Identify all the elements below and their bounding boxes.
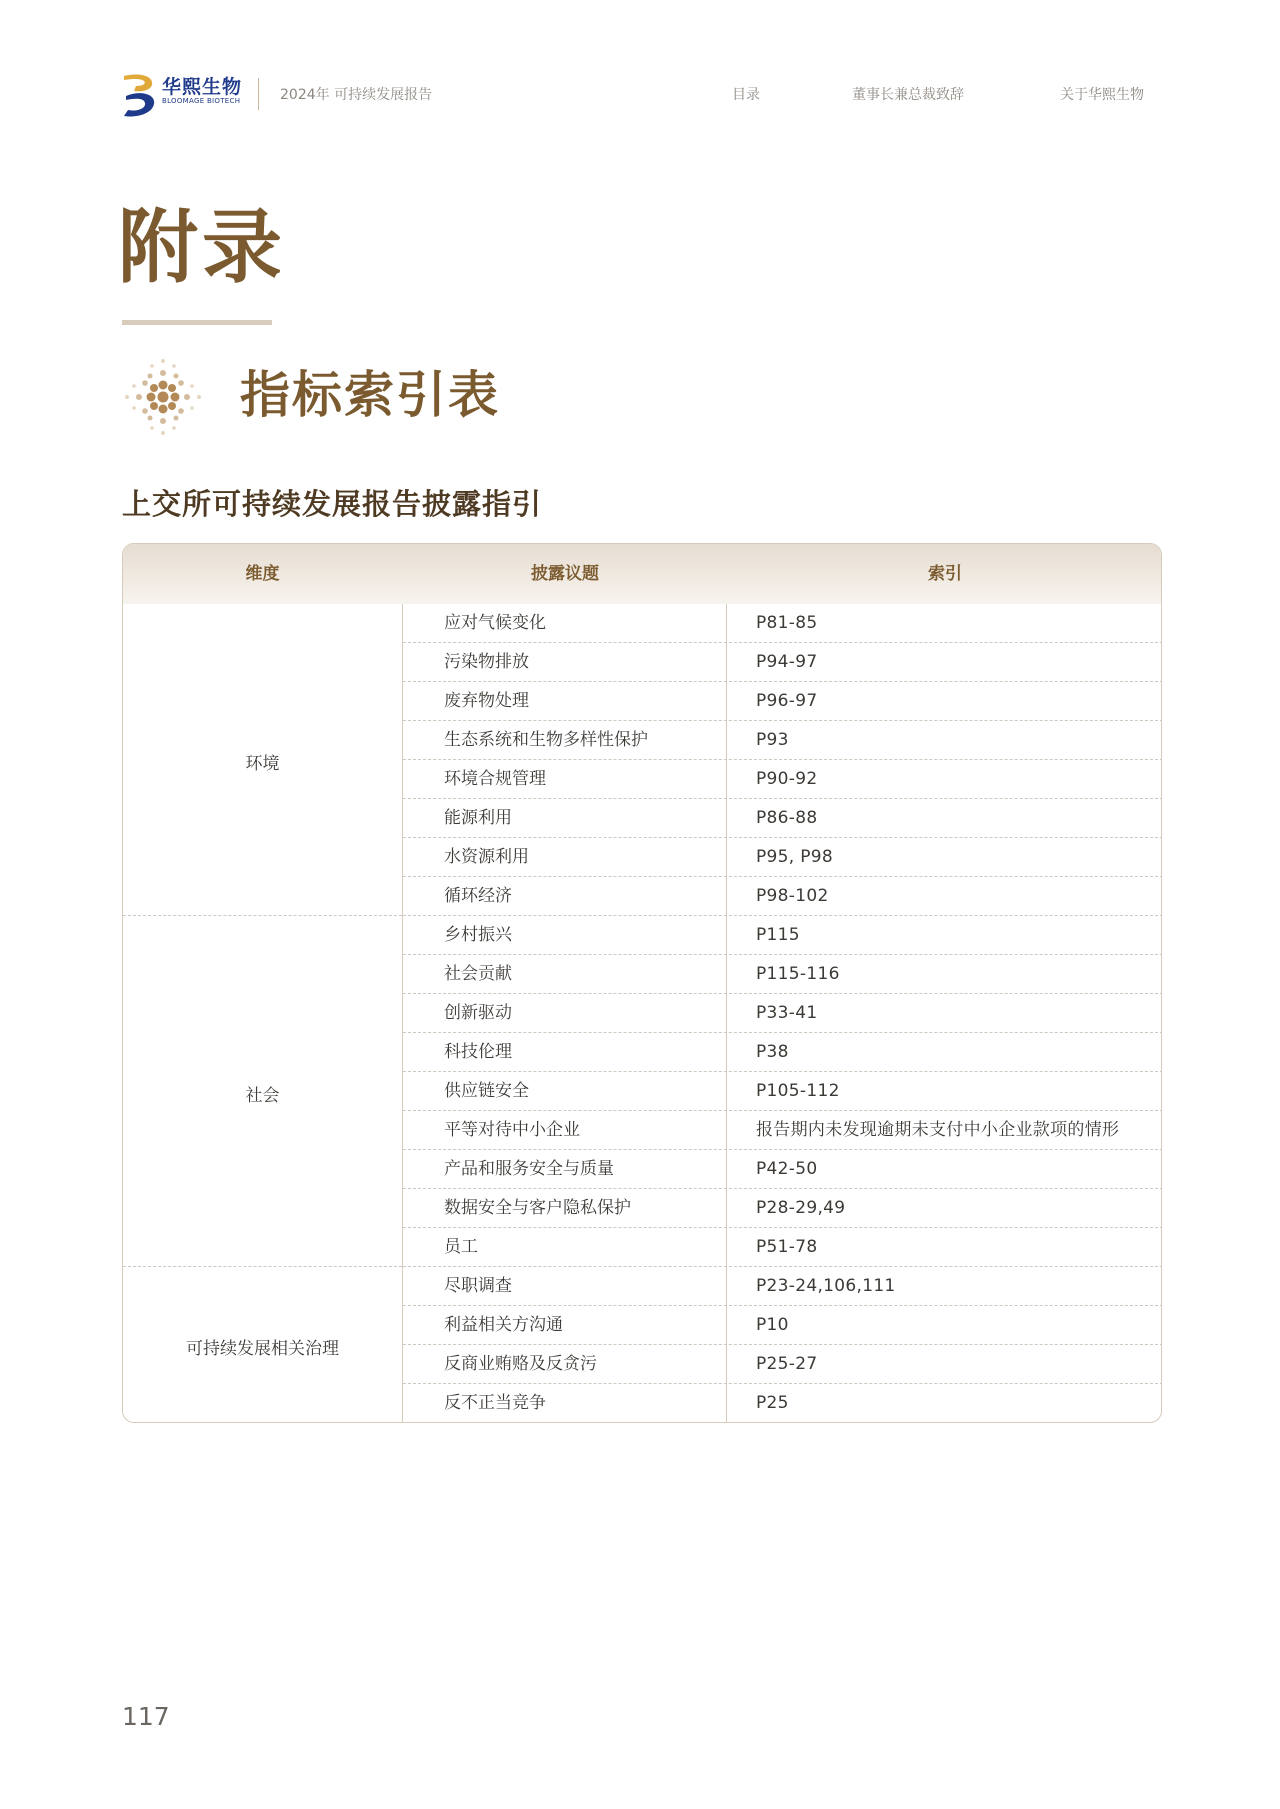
index-cell: P51-78	[756, 1237, 818, 1257]
table-row	[403, 604, 1162, 643]
topic-cell: 平等对待中小企业	[444, 1120, 580, 1140]
nav-contents[interactable]: 目录	[732, 87, 760, 103]
topic-cell: 产品和服务安全与质量	[444, 1159, 614, 1179]
index-cell: P115	[756, 925, 800, 945]
index-cell: P95, P98	[756, 847, 833, 867]
index-cell: P94-97	[756, 652, 818, 672]
dot-pattern-icon	[122, 356, 204, 438]
index-cell: P25	[756, 1393, 789, 1413]
index-cell: P96-97	[756, 691, 818, 711]
page-header	[0, 0, 1280, 140]
table-row	[403, 955, 1162, 994]
dimension-cell: 环境	[245, 754, 280, 774]
index-cell: P28-29,49	[756, 1198, 846, 1218]
topic-cell: 环境合规管理	[444, 769, 546, 789]
topic-cell: 创新驱动	[444, 1003, 512, 1023]
topic-cell: 循环经济	[444, 886, 512, 906]
topic-cell: 污染物排放	[444, 652, 529, 672]
table-row	[403, 1384, 1162, 1423]
topic-cell: 利益相关方沟通	[444, 1315, 563, 1335]
topic-cell: 尽职调查	[444, 1276, 512, 1296]
nav-chairman-message[interactable]: 董事长兼总裁致辞	[852, 87, 964, 103]
topic-cell: 科技伦理	[444, 1042, 512, 1062]
header-topic: 披露议题	[531, 564, 599, 584]
topic-cell: 员工	[444, 1237, 478, 1257]
page-title: 附录	[118, 201, 286, 294]
table-row	[403, 916, 1162, 955]
table-row	[403, 1072, 1162, 1111]
topic-cell: 反不正当竞争	[444, 1393, 546, 1413]
topic-cell: 水资源利用	[444, 847, 529, 867]
index-cell: P23-24,106,111	[756, 1276, 896, 1296]
topic-cell: 数据安全与客户隐私保护	[444, 1198, 631, 1218]
index-cell: P86-88	[756, 808, 818, 828]
index-cell: P42-50	[756, 1159, 818, 1179]
index-cell: P25-27	[756, 1354, 818, 1374]
topic-cell: 生态系统和生物多样性保护	[444, 730, 648, 750]
index-table	[122, 543, 1162, 1423]
index-cell: 报告期内未发现逾期未支付中小企业款项的情形	[756, 1120, 1120, 1140]
table-row	[403, 1306, 1162, 1345]
nav-about-company[interactable]: 关于华熙生物	[1060, 87, 1144, 103]
index-cell: P90-92	[756, 769, 818, 789]
table-row	[403, 1267, 1162, 1306]
table-row	[403, 1033, 1162, 1072]
topic-cell: 乡村振兴	[444, 925, 512, 945]
topic-cell: 能源利用	[444, 808, 512, 828]
table-row	[403, 877, 1162, 916]
title-underline	[122, 320, 272, 325]
page-number: 117	[122, 1702, 170, 1731]
topic-cell: 社会贡献	[444, 964, 512, 984]
group-divider	[123, 915, 402, 916]
index-cell: P81-85	[756, 613, 818, 633]
table-row	[403, 799, 1162, 838]
table-row	[403, 1189, 1162, 1228]
section-title: 指标索引表	[240, 366, 500, 424]
topic-cell: 废弃物处理	[444, 691, 529, 711]
index-cell: P98-102	[756, 886, 829, 906]
table-row	[403, 838, 1162, 877]
index-cell: P33-41	[756, 1003, 818, 1023]
index-cell: P105-112	[756, 1081, 840, 1101]
table-row	[403, 1150, 1162, 1189]
brand-logo[interactable]	[122, 72, 242, 118]
dimension-cell: 可持续发展相关治理	[186, 1339, 339, 1359]
header-index: 索引	[928, 564, 962, 584]
table-row	[403, 1111, 1162, 1150]
logo-chinese-name: 华熙生物	[162, 76, 243, 98]
report-title: 2024年 可持续发展报告	[280, 87, 433, 103]
index-cell: P38	[756, 1042, 789, 1062]
header-dimension: 维度	[245, 564, 280, 584]
logo-mark-icon	[122, 72, 158, 118]
table-row	[403, 1228, 1162, 1267]
group-divider	[123, 1266, 402, 1267]
table-subtitle: 上交所可持续发展报告披露指引	[122, 487, 543, 521]
index-cell: P115-116	[756, 964, 840, 984]
logo-english-name: BLOOMAGE BIOTECH	[162, 97, 241, 105]
table-row	[403, 760, 1162, 799]
table-row	[403, 1345, 1162, 1384]
table-row	[403, 682, 1162, 721]
topic-cell: 应对气候变化	[444, 613, 546, 633]
table-row	[403, 994, 1162, 1033]
dimension-cell: 社会	[245, 1085, 280, 1106]
table-row	[403, 721, 1162, 760]
topic-cell: 供应链安全	[444, 1081, 529, 1101]
topic-cell: 反商业贿赂及反贪污	[444, 1354, 597, 1374]
index-cell: P93	[756, 730, 789, 750]
table-header	[123, 544, 1161, 604]
table-row	[403, 643, 1162, 682]
index-cell: P10	[756, 1315, 789, 1335]
header-divider	[258, 78, 259, 110]
